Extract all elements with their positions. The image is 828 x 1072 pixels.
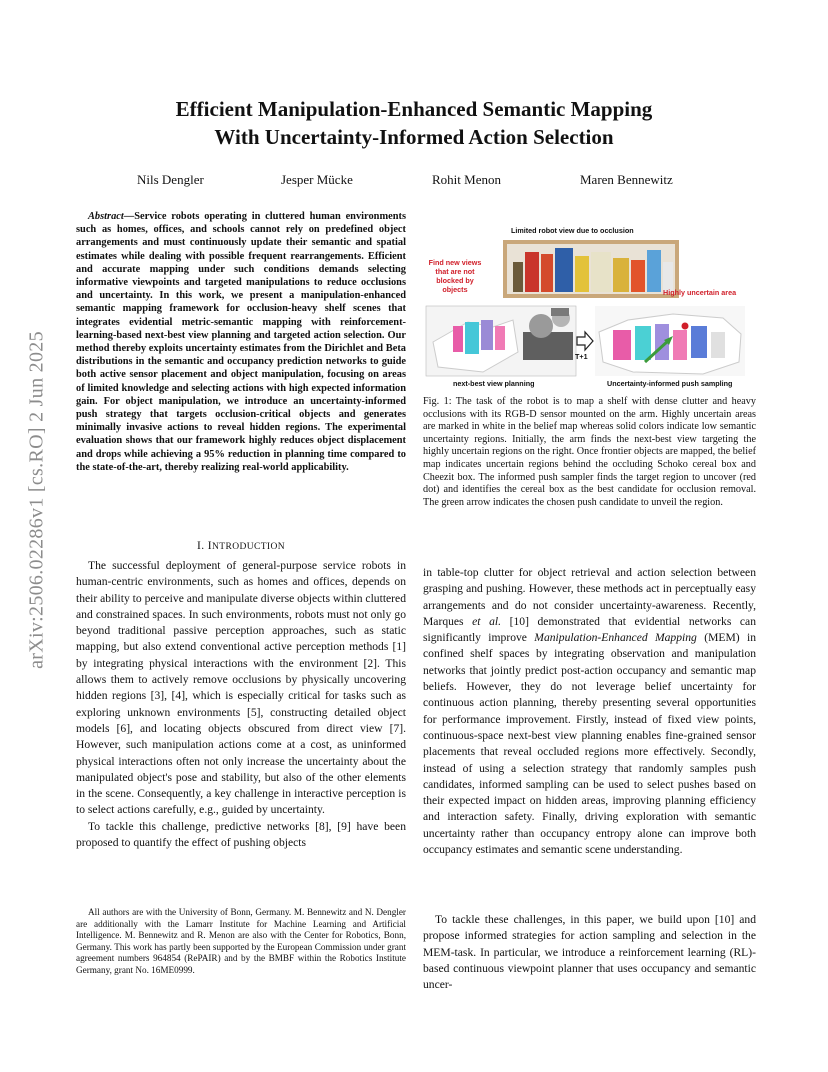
section-title-first: I xyxy=(207,540,212,552)
right-paragraph-1 xyxy=(423,565,756,858)
figure-label-occlusion: Limited robot view due to occlusion xyxy=(511,226,634,235)
introduction-left-column xyxy=(76,558,406,851)
figure-1 xyxy=(423,222,756,392)
right-p1-part-b: [10] demonstrated that evidential networks can significantly improve xyxy=(423,614,756,645)
section-title-rest: NTRODUCTION xyxy=(212,542,286,552)
abstract-text: —Service robots operating in cluttered human environments such as homes, offices, and schools cannot rely on predefined object arrangements and must continuously update their semantic and spatial estimates while dealing with possible frequent rearrangements. Efficient and accurate mapping under such conditions demands selecting informative viewpoints and targeted manipulations to reduce occlusions and uncertainty. In this work, we present a manipulation-enhanced semantic mapping framework for occlusion-heavy shelf scenes that integrates evidential metric-semantic mapping with reinforcement-learning-based next-best view planning and targeted action selection. Our method thereby exploits uncertainty estimates from the Dirichlet and Beta distributions in the semantic and occupancy prediction networks to guide both active sensor placement and object manipulation, focusing on areas of limited knowledge and selecting actions with high expected information gain. For object manipulation, we introduce an uncertainty-informed push strategy that targets occlusion-critical objects and generates minimally invasive actions to reveal hidden regions. The experimental evaluation shows that our framework highly reduces object displacement and drops while achieving a 95% reduction in planning time compared to the state-of-the-art, thereby realizing real-world applicability. xyxy=(76,211,406,473)
section-heading-introduction xyxy=(76,540,406,552)
author-list xyxy=(0,172,828,192)
introduction-right-column xyxy=(423,565,756,858)
next-best-view-panel xyxy=(426,306,576,376)
figure-caption-text: Fig. 1: The task of the robot is to map a shelf with dense clutter and heavy occlusions with its RGB-D sensor mounted on the arm. Highly uncertain areas are marked in white in the belief map whereas solid colors indicate low semantic uncertainty regions. Initially, the arm finds the next-best view targeting the highly uncertain regions on the right. Once frontier objects are mapped, the belief map indicates uncertain regions behind the occluding Schoko cereal box and Cheezit box. The informed push sampler finds the target region to uncover (red dot) and identifies the cereal box as the best candidate for occlusion removal. The green arrow indicates the chosen push candidate to unveil the region. xyxy=(423,396,756,508)
section-number: I. xyxy=(196,540,205,552)
figure-label-find-views: Find new views that are not blocked by objects xyxy=(428,258,482,294)
target-red-dot xyxy=(682,323,689,330)
figure-label-push-sampling: Uncertainty-informed push sampling xyxy=(607,379,733,388)
abstract xyxy=(76,210,406,474)
figure-label-t-plus-1: T+1 xyxy=(575,352,588,361)
footnote-text: All authors are with the University of Bonn, Germany. M. Bennewitz and N. Dengler are additionally with the Lamarr Institute for Machine Learning and Artificial Intelligence. M. Bennewitz and R. Menon are also with the Center for Robotics, Bonn, Germany. This work has partly been supported by the European Commission under grant agreement numbers 964854 (RePAIR) and by the BMBF within the Robotics Institute Germany, grant No. 16ME0999. xyxy=(76,907,406,975)
right-p1-mem-term: Manipulation-Enhanced Mapping xyxy=(534,631,697,645)
paper-title-line-1: Efficient Manipulation-Enhanced Semantic Mapping xyxy=(175,97,653,121)
author-3: Rohit Menon xyxy=(432,172,501,187)
right-p1-etal: et al. xyxy=(472,614,502,628)
figure-label-next-best-view: next-best view planning xyxy=(453,379,535,388)
shelf-photo xyxy=(503,240,679,298)
abstract-label: Abstract xyxy=(88,211,124,222)
paper-title-line-2: With Uncertainty-Informed Action Selection xyxy=(214,125,614,149)
figure-label-uncertain-area: Highly uncertain area xyxy=(663,288,737,297)
push-sampling-panel xyxy=(595,306,745,376)
right-paragraph-2: To tackle these challenges, in this paper, we build upon [10] and propose informed strategies for action sampling and selection in the MEM-task. In particular, we introduce a reinforcement learning (RL)-based continuous viewpoint planner that uses occupancy and semantic uncer- xyxy=(423,913,756,992)
right-p1-part-a: in table-top clutter for object retrieval and action selection between grasping and pushing. However, these methods act in perceptually easy arrangements and do not consider uncertainty-awareness. Recently, Marques xyxy=(423,566,756,628)
paper-title xyxy=(0,95,828,151)
arxiv-identifier xyxy=(22,300,52,700)
figure-1-caption xyxy=(423,396,756,509)
affiliation-footnote xyxy=(76,907,406,977)
intro-paragraph-1: The successful deployment of general-purpose service robots in human-centric environments, such as homes and offices, depends on their ability to perceive and manipulate diverse objects within cluttered and constrained spaces. In such environments, robots must not only go beyond traditional passive perception approaches, such as static mapping, but also extend conventional active perception methods [1] by integrating physical interactions with the environment [2]. This allows them to actively remove occlusions by physically uncovering hidden regions [3], [4], which is especially critical for tasks such as exploring unknown environments [5], constructing detailed object models [6], and locating objects obscured from direct view [7]. However, such manipulation actions come at a cost, as uninformed physical interactions often not only increase the uncertainty about the manipulated object's pose and stability, but also of the other elements in the scene. Consequently, a key challenge in interactive perception is to select actions carefully, e.g., guided by uncertainty. xyxy=(76,559,406,817)
author-4: Maren Bennewitz xyxy=(580,172,673,187)
introduction-right-column-2 xyxy=(423,912,756,993)
author-1: Nils Dengler xyxy=(137,172,204,187)
arxiv-identifier-text: arXiv:2506.02286v1 [cs.RO] 2 Jun 2025 xyxy=(25,331,48,669)
right-p1-part-c: (MEM) in confined shelf spaces by integrating observation and manipulation networks that jointly predict post-action occupancy and semantic map beliefs. However, they do not leverage belief uncertainty for continuous action planning, thereby presenting several opportunities for performance improvement. Firstly, instead of fixed view points, continuous-space next-best view planning enables fine-grained sensor placements that reveal occluded regions more effectively. Secondly, instead of using a selection strategy that randomly samples push candidates, informed sampling can be used to select pushes based on their expected impact on hidden areas, improving planning efficiency and interaction safety. Finally, driving exploration with semantic uncertainty rather than occupancy entropy alone can improve both occupancy estimates and semantic scene understanding. xyxy=(423,631,756,857)
figure-1-illustration xyxy=(423,222,756,392)
intro-paragraph-2: To tackle this challenge, predictive networks [8], [9] have been proposed to quantify the effect of pushing objects xyxy=(76,819,406,850)
time-step-arrow xyxy=(577,332,593,350)
author-2: Jesper Mücke xyxy=(281,172,353,187)
